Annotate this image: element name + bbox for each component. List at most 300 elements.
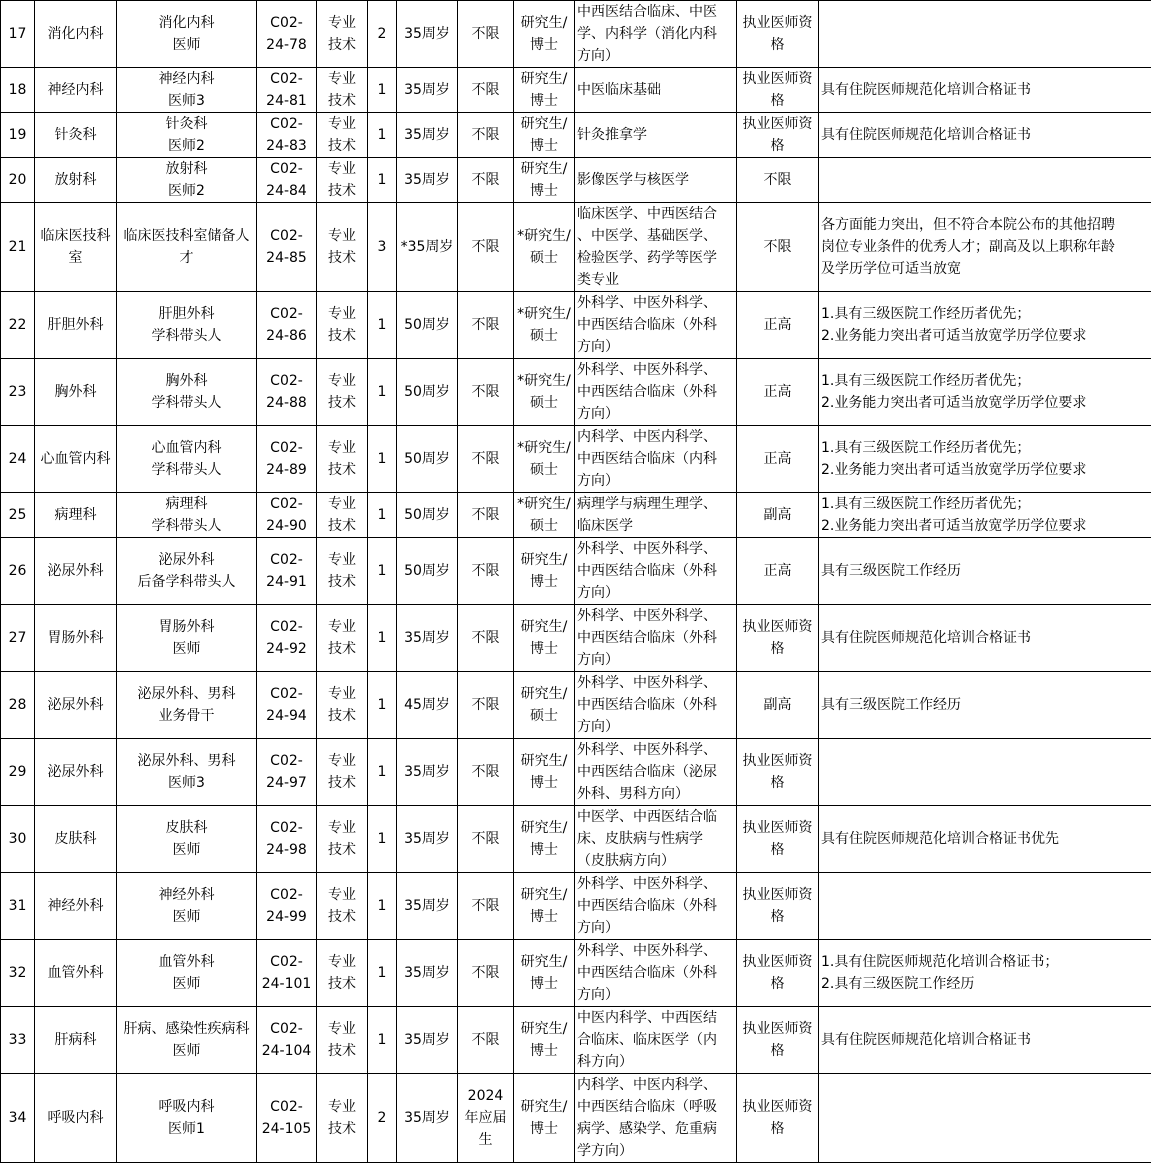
cell-line: 专业 [319,1018,365,1040]
cell-line: 不限 [739,236,816,258]
cell-code [257,426,317,493]
cell-line: 各方面能力突出，但不符合本院公布的其他招聘 [821,214,1149,236]
cell-line: 硕士 [516,392,572,414]
cell-number: 23 [1,359,35,426]
cell-count: 1 [368,426,397,493]
cell-line: 中西医结合临床（外科 [577,895,734,917]
cell-target: 不限 [458,158,514,203]
cell-major [575,359,737,426]
cell-line: *研究生/ [516,437,572,459]
cell-other-requirements [819,739,1151,806]
cell-line: 24-98 [259,839,314,861]
cell-line: *研究生/ [516,370,572,392]
cell-line: 专业 [319,303,365,325]
cell-line: 中西医结合临床（外科 [577,381,734,403]
cell-line: 执业医师资 [739,750,816,772]
cell-code [257,493,317,538]
cell-line: 24-90 [259,515,314,537]
cell-code [257,806,317,873]
cell-line: 技术 [319,839,365,861]
table-row [1,940,1151,1007]
cell-line: 病理学与病理生理学、 [577,493,734,515]
cell-major [575,426,737,493]
cell-department: 胃肠外科 [35,605,117,672]
cell-department: 病理科 [35,493,117,538]
cell-line: 中医内科学、中西医结 [577,1007,734,1029]
cell-line: 技术 [319,34,365,56]
cell-line: 具有住院医师规范化培训合格证书优先 [821,828,1149,850]
cell-line: 24-83 [259,135,314,157]
cell-number: 28 [1,672,35,739]
cell-line: 医师3 [119,772,254,794]
cell-category [317,672,368,739]
cell-education [514,739,575,806]
cell-line: 24-85 [259,247,314,269]
cell-code [257,158,317,203]
cell-qualification [737,113,819,158]
table-row [1,1,1151,68]
cell-count: 1 [368,605,397,672]
cell-line: 24-92 [259,638,314,660]
cell-code [257,113,317,158]
cell-qualification [737,158,819,203]
cell-line: 外科学、中医外科学、 [577,940,734,962]
cell-line: 研究生/ [516,951,572,973]
cell-category [317,605,368,672]
cell-line: 外科学、中医外科学、 [577,873,734,895]
cell-category [317,493,368,538]
cell-line: 执业医师资 [739,951,816,973]
cell-other-requirements [819,292,1151,359]
cell-major [575,158,737,203]
cell-department: 神经外科 [35,873,117,940]
cell-education [514,873,575,940]
cell-major [575,672,737,739]
cell-count: 1 [368,538,397,605]
cell-position [117,113,257,158]
cell-position [117,873,257,940]
cell-category [317,873,368,940]
cell-age: 35周岁 [397,1074,458,1163]
cell-target: 不限 [458,538,514,605]
cell-line: 24-97 [259,772,314,794]
cell-line: 硕士 [516,247,572,269]
cell-line: 年应届 [460,1107,511,1129]
table-row [1,68,1151,113]
table-row [1,1007,1151,1074]
cell-line: 研究生/ [516,1018,572,1040]
cell-qualification [737,203,819,292]
cell-line: 检验医学、药学等医学 [577,247,734,269]
cell-line: 内科学、中医内科学、 [577,1074,734,1096]
cell-other-requirements [819,203,1151,292]
cell-line: 胃肠外科 [119,616,254,638]
cell-number: 29 [1,739,35,806]
cell-other-requirements [819,605,1151,672]
cell-line: 具有住院医师规范化培训合格证书 [821,1029,1149,1051]
cell-department: 肝病科 [35,1007,117,1074]
cell-line: 医师2 [119,135,254,157]
cell-major [575,605,737,672]
table-body [1,1,1151,1163]
cell-line: 神经内科 [119,68,254,90]
cell-age: 35周岁 [397,1,458,68]
cell-line: 博士 [516,571,572,593]
cell-line: 方向） [577,336,734,358]
cell-line: 研究生/ [516,616,572,638]
cell-qualification [737,493,819,538]
cell-position [117,605,257,672]
cell-other-requirements [819,68,1151,113]
cell-line: 博士 [516,90,572,112]
cell-other-requirements [819,940,1151,1007]
cell-other-requirements [819,1007,1151,1074]
cell-line: 、中医学、基础医学、 [577,225,734,247]
cell-age: 35周岁 [397,739,458,806]
cell-line: 博士 [516,135,572,157]
cell-line: 类专业 [577,269,734,291]
table-row [1,203,1151,292]
cell-count: 1 [368,873,397,940]
cell-target: 不限 [458,113,514,158]
cell-position [117,68,257,113]
cell-line: 方向） [577,649,734,671]
cell-major [575,1074,737,1163]
cell-line: 1.具有住院医师规范化培训合格证书； [821,951,1149,973]
cell-education [514,940,575,1007]
cell-line: 专业 [319,12,365,34]
cell-line: 24-94 [259,705,314,727]
cell-line: 技术 [319,459,365,481]
cell-position [117,806,257,873]
cell-target: 不限 [458,605,514,672]
cell-age: 35周岁 [397,806,458,873]
cell-line: 外科学、中医外科学、 [577,739,734,761]
cell-number: 30 [1,806,35,873]
cell-number: 24 [1,426,35,493]
cell-line: 格 [739,973,816,995]
cell-line: 方向） [577,403,734,425]
cell-line: 1.具有三级医院工作经历者优先； [821,370,1149,392]
table-row [1,359,1151,426]
cell-line: 2.业务能力突出者可适当放宽学历学位要求 [821,459,1149,481]
cell-position [117,359,257,426]
cell-line: 格 [739,34,816,56]
cell-department: 呼吸内科 [35,1074,117,1163]
cell-age: 35周岁 [397,1007,458,1074]
cell-qualification [737,672,819,739]
cell-target: 不限 [458,292,514,359]
cell-other-requirements [819,672,1151,739]
cell-line: 专业 [319,817,365,839]
cell-line: 研究生/ [516,817,572,839]
cell-number: 32 [1,940,35,1007]
cell-category [317,806,368,873]
cell-category [317,1074,368,1163]
cell-qualification [737,739,819,806]
cell-code [257,1007,317,1074]
cell-line: 中西医结合临床（外科 [577,694,734,716]
cell-age: 35周岁 [397,873,458,940]
cell-code [257,1074,317,1163]
cell-target: 不限 [458,426,514,493]
cell-target: 不限 [458,493,514,538]
table-row [1,538,1151,605]
cell-department: 肝胆外科 [35,292,117,359]
cell-age: 35周岁 [397,605,458,672]
cell-education [514,605,575,672]
cell-line: 肝胆外科 [119,303,254,325]
table-row [1,426,1151,493]
cell-position [117,940,257,1007]
cell-line: 博士 [516,34,572,56]
cell-line: 岗位专业条件的优秀人才；副高及以上职称年龄 [821,236,1149,258]
cell-line: 副高 [739,504,816,526]
cell-line: 格 [739,135,816,157]
cell-department: 血管外科 [35,940,117,1007]
cell-category [317,1007,368,1074]
cell-line: 医师 [119,973,254,995]
cell-position [117,426,257,493]
cell-line: 1.具有三级医院工作经历者优先； [821,303,1149,325]
cell-code [257,292,317,359]
cell-line: 专业 [319,884,365,906]
cell-line: C02- [259,158,314,180]
cell-line: C02- [259,817,314,839]
cell-line: 硕士 [516,325,572,347]
cell-line: 专业 [319,370,365,392]
cell-department: 泌尿外科 [35,672,117,739]
cell-line: 硕士 [516,705,572,727]
cell-line: 专业 [319,683,365,705]
cell-department: 泌尿外科 [35,739,117,806]
cell-position [117,1007,257,1074]
cell-other-requirements [819,493,1151,538]
cell-line: 医师3 [119,90,254,112]
cell-department: 皮肤科 [35,806,117,873]
cell-line: C02- [259,884,314,906]
cell-qualification [737,1074,819,1163]
cell-line: 24-89 [259,459,314,481]
cell-target: 不限 [458,68,514,113]
cell-line: 中西医结合临床（泌尿 [577,761,734,783]
cell-line: 正高 [739,314,816,336]
cell-number: 31 [1,873,35,940]
cell-line: 技术 [319,247,365,269]
cell-major [575,739,737,806]
cell-education [514,1074,575,1163]
cell-line: 中医临床基础 [577,79,734,101]
cell-line: 外科学、中医外科学、 [577,292,734,314]
cell-line: C02- [259,68,314,90]
cell-line: 执业医师资 [739,12,816,34]
cell-line: 中西医结合临床（外科 [577,560,734,582]
cell-line: （皮肤病方向） [577,850,734,872]
cell-line: 外科学、中医外科学、 [577,359,734,381]
table-row [1,672,1151,739]
table-row [1,806,1151,873]
cell-category [317,1,368,68]
cell-code [257,1,317,68]
cell-line: C02- [259,113,314,135]
cell-other-requirements [819,426,1151,493]
cell-major [575,873,737,940]
cell-other-requirements [819,1,1151,68]
cell-category [317,426,368,493]
cell-code [257,873,317,940]
cell-line: 博士 [516,180,572,202]
cell-education [514,493,575,538]
cell-line: 格 [739,1040,816,1062]
cell-major [575,68,737,113]
cell-position [117,672,257,739]
cell-line: 外科学、中医外科学、 [577,672,734,694]
cell-line: 放射科 [119,158,254,180]
cell-number: 19 [1,113,35,158]
cell-major [575,203,737,292]
cell-line: 针灸科 [119,113,254,135]
cell-line: *研究生/ [516,225,572,247]
cell-line: 硕士 [516,459,572,481]
cell-line: 执业医师资 [739,817,816,839]
cell-count: 1 [368,158,397,203]
cell-line: 学科带头人 [119,459,254,481]
cell-line: 专业 [319,951,365,973]
cell-line: 神经外科 [119,884,254,906]
cell-line: 中西医结合临床（外科 [577,627,734,649]
cell-line: 研究生/ [516,12,572,34]
cell-category [317,158,368,203]
cell-line: 中西医结合临床（外科 [577,314,734,336]
cell-target: 不限 [458,1,514,68]
cell-line: 2.业务能力突出者可适当放宽学历学位要求 [821,325,1149,347]
cell-line: 博士 [516,839,572,861]
cell-category [317,203,368,292]
cell-position [117,1,257,68]
cell-qualification [737,605,819,672]
cell-major [575,806,737,873]
cell-line: 技术 [319,392,365,414]
cell-count: 1 [368,806,397,873]
cell-position [117,493,257,538]
cell-line: 具有住院医师规范化培训合格证书 [821,124,1149,146]
cell-line: 专业 [319,750,365,772]
cell-line: 不限 [739,169,816,191]
cell-line: 外科学、中医外科学、 [577,538,734,560]
cell-count: 1 [368,113,397,158]
cell-number: 34 [1,1074,35,1163]
cell-qualification [737,873,819,940]
cell-line: 专业 [319,493,365,515]
cell-major [575,1,737,68]
table-row [1,1074,1151,1163]
cell-education [514,538,575,605]
cell-line: 泌尿外科、男科 [119,683,254,705]
cell-line: 技术 [319,772,365,794]
cell-target: 不限 [458,873,514,940]
cell-age: 35周岁 [397,113,458,158]
cell-department: 临床医技科室 [35,203,117,292]
cell-line: 专业 [319,1096,365,1118]
cell-line: 1.具有三级医院工作经历者优先； [821,437,1149,459]
cell-qualification [737,1,819,68]
cell-other-requirements [819,113,1151,158]
cell-line: 技术 [319,180,365,202]
cell-line: 格 [739,839,816,861]
cell-line: 医师 [119,906,254,928]
cell-line: 泌尿外科、男科 [119,750,254,772]
cell-line: 内科学、中医内科学、 [577,426,734,448]
cell-line: 2.具有三级医院工作经历 [821,973,1149,995]
cell-line: 专业 [319,437,365,459]
cell-line: 中西医结合临床、中医 [577,1,734,23]
cell-line: 方向） [577,716,734,738]
cell-line: 博士 [516,638,572,660]
cell-major [575,538,737,605]
cell-line: 消化内科 [119,12,254,34]
cell-target: 不限 [458,739,514,806]
cell-code [257,68,317,113]
cell-line: 格 [739,1118,816,1140]
cell-line: 临床医学、中西医结合 [577,203,734,225]
cell-age: 35周岁 [397,68,458,113]
cell-education [514,203,575,292]
cell-line: 专业 [319,158,365,180]
cell-line: 博士 [516,772,572,794]
cell-line: 专业 [319,616,365,638]
cell-line: C02- [259,437,314,459]
cell-qualification [737,426,819,493]
cell-major [575,940,737,1007]
cell-line: 博士 [516,973,572,995]
cell-count: 1 [368,672,397,739]
cell-line: 博士 [516,1118,572,1140]
cell-count: 1 [368,940,397,1007]
cell-major [575,1007,737,1074]
cell-education [514,672,575,739]
cell-line: 副高 [739,694,816,716]
cell-line: 学、内科学（消化内科 [577,23,734,45]
cell-line: 学科带头人 [119,392,254,414]
cell-education [514,359,575,426]
cell-line: 专业 [319,113,365,135]
cell-line: 针灸推拿学 [577,124,734,146]
cell-line: 研究生/ [516,683,572,705]
cell-line: 执业医师资 [739,616,816,638]
cell-line: 皮肤科 [119,817,254,839]
cell-line: 业务骨干 [119,705,254,727]
cell-line: C02- [259,951,314,973]
cell-target: 不限 [458,1007,514,1074]
cell-line: *研究生/ [516,493,572,515]
cell-line: 影像医学与核医学 [577,169,734,191]
cell-line: 研究生/ [516,549,572,571]
cell-qualification [737,68,819,113]
cell-position [117,292,257,359]
table-row [1,292,1151,359]
cell-line: 24-88 [259,392,314,414]
cell-major [575,292,737,359]
cell-line: 1.具有三级医院工作经历者优先； [821,493,1149,515]
cell-age: 45周岁 [397,672,458,739]
cell-line: 方向） [577,470,734,492]
cell-count: 3 [368,203,397,292]
cell-line: 技术 [319,973,365,995]
cell-number: 22 [1,292,35,359]
cell-line: 外科学、中医外科学、 [577,605,734,627]
cell-line: 医师2 [119,180,254,202]
cell-count: 1 [368,739,397,806]
